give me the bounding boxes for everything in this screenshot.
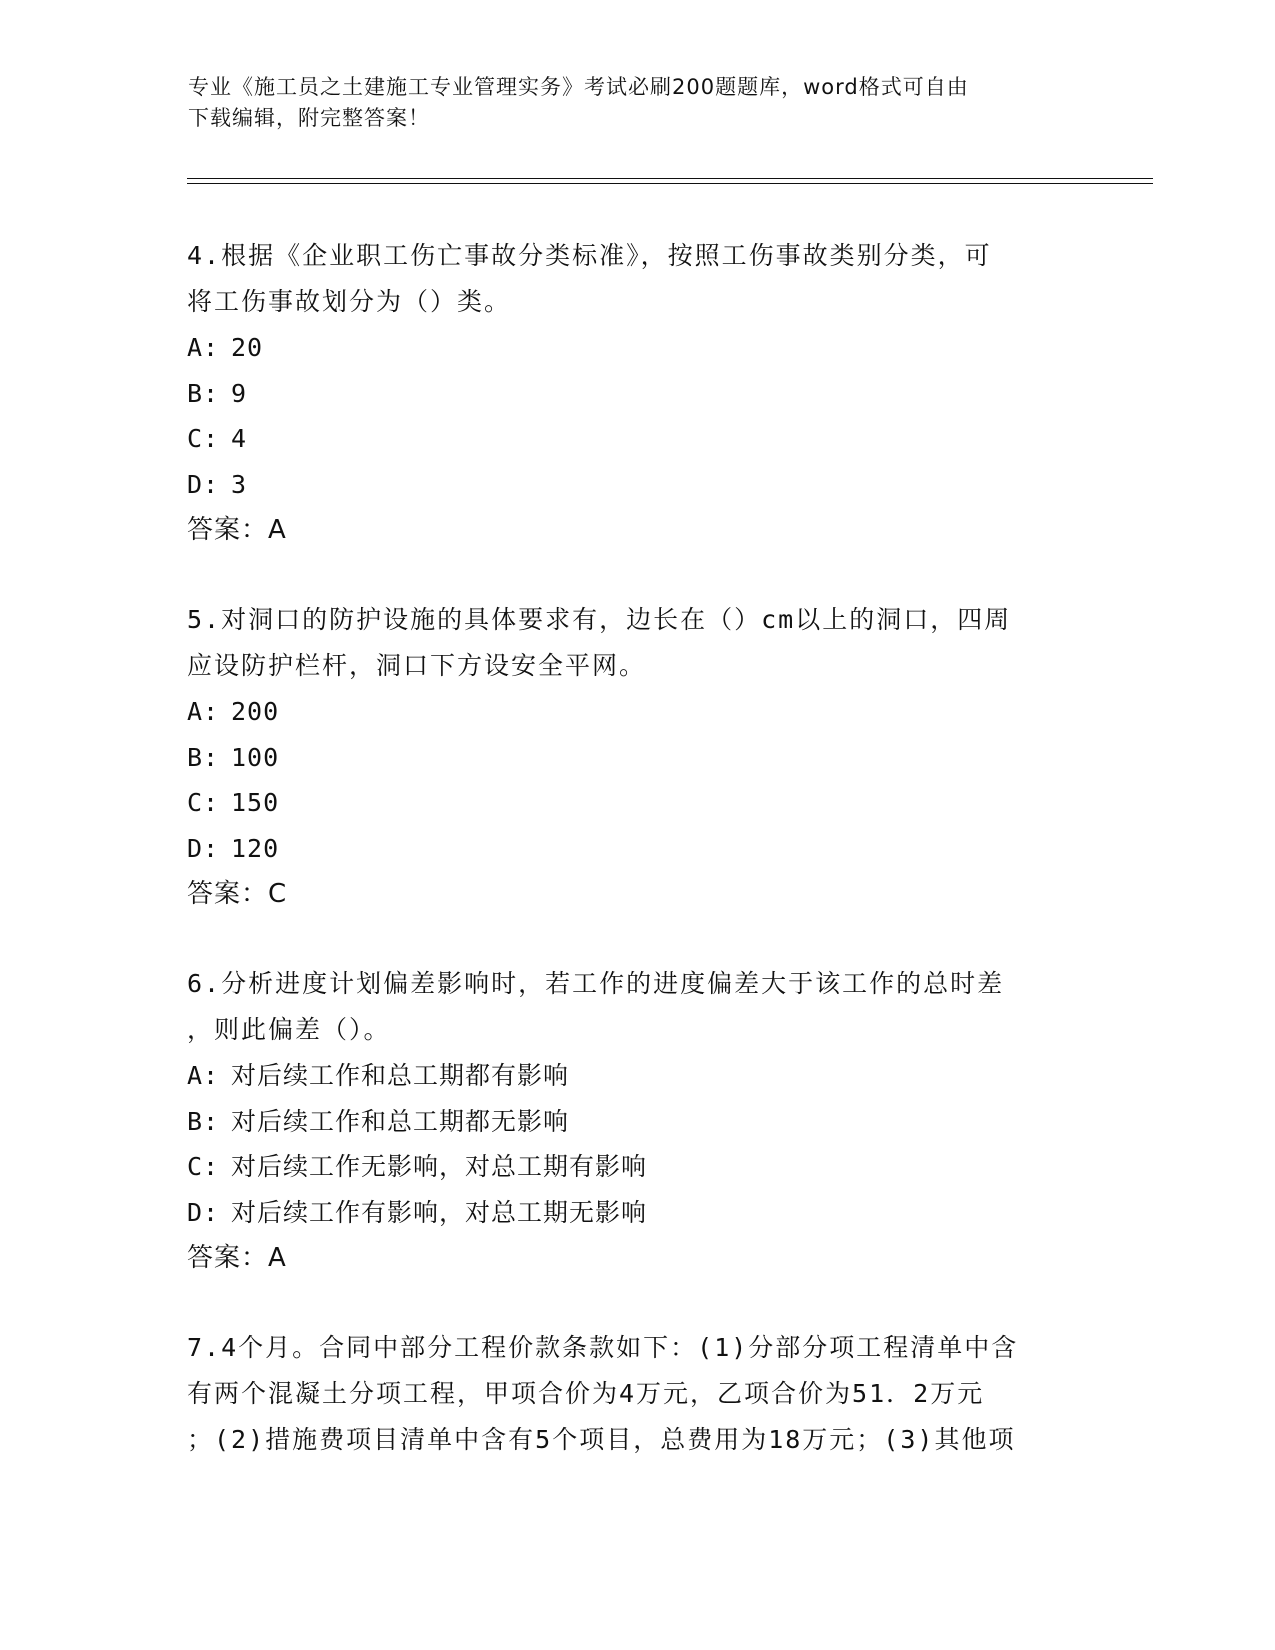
option-text: 3 [231,469,248,499]
document-header [188,72,1088,134]
option-c [187,1144,1087,1190]
option-text: 对后续工作和总工期都有影响 [231,1061,570,1090]
option-letter: A: [187,1061,220,1090]
option-letter: A: [187,697,220,726]
question-stem-line: 6.分析进度计划偏差影响时，若工作的进度偏差大于该工作的总时差 [187,969,1005,998]
option-letter: D: [187,833,220,863]
option-letter: B: [187,378,220,408]
option-letter: A: [187,333,220,362]
option-letter: D: [187,1197,220,1227]
option-text: 9 [231,378,248,408]
option-text: 4 [231,424,248,453]
question-stem-line: ，则此偏差（）。 [187,1015,391,1044]
question-stem-line: 5.对洞口的防护设施的具体要求有，边长在（）cm以上的洞口，四周 [187,605,1012,634]
option-b [187,735,1087,781]
option-a [187,325,1087,371]
question-5 [187,597,1087,917]
option-text: 200 [231,697,280,726]
option-text: 120 [231,833,280,863]
option-text: 对后续工作有影响，对总工期无影响 [231,1197,648,1227]
option-d [187,826,1087,872]
option-d [187,462,1087,508]
option-letter: B: [187,1106,220,1136]
option-a [187,689,1087,735]
option-text: 20 [231,333,264,362]
option-letter: C: [187,1152,220,1181]
question-4 [187,233,1087,553]
option-b [187,371,1087,417]
header-divider-top [187,178,1153,179]
answer-line: 答案：A [187,515,287,545]
header-divider-bottom [187,183,1153,184]
option-letter: B: [187,742,220,772]
option-text: 对后续工作无影响，对总工期有影响 [231,1152,648,1181]
question-stem-line: 4.根据《企业职工伤亡事故分类标准》，按照工伤事故类别分类，可 [187,241,992,270]
option-letter: D: [187,469,220,499]
option-c [187,416,1087,462]
option-letter: C: [187,424,220,453]
question-stem-line: 应设防护栏杆，洞口下方设安全平网。 [187,651,647,680]
question-stem-line: ；(2)措施费项目清单中含有5个项目，总费用为18万元；(3)其他项 [187,1425,1016,1454]
option-letter: C: [187,788,220,817]
question-6 [187,961,1087,1281]
option-text: 150 [231,788,280,817]
header-line-1: 专业《施工员之土建施工专业管理实务》考试必刷200题题库，word格式可自由 [188,75,969,99]
question-stem-line: 将工伤事故划分为（）类。 [187,287,512,316]
question-stem-line: 有两个混凝土分项工程，甲项合价为4万元，乙项合价为51．2万元 [187,1379,985,1408]
option-c [187,780,1087,826]
header-line-2: 下载编辑，附完整答案！ [188,106,430,130]
option-text: 对后续工作和总工期都无影响 [231,1106,570,1136]
option-d [187,1190,1087,1236]
answer-line: 答案：C [187,879,288,909]
question-stem-line: 7.4个月。合同中部分工程价款条款如下：(1)分部分项工程清单中含 [187,1333,1019,1362]
option-a [187,1053,1087,1099]
option-text: 100 [231,742,280,772]
option-b [187,1099,1087,1145]
question-7 [187,1325,1087,1463]
answer-line: 答案：A [187,1243,287,1273]
